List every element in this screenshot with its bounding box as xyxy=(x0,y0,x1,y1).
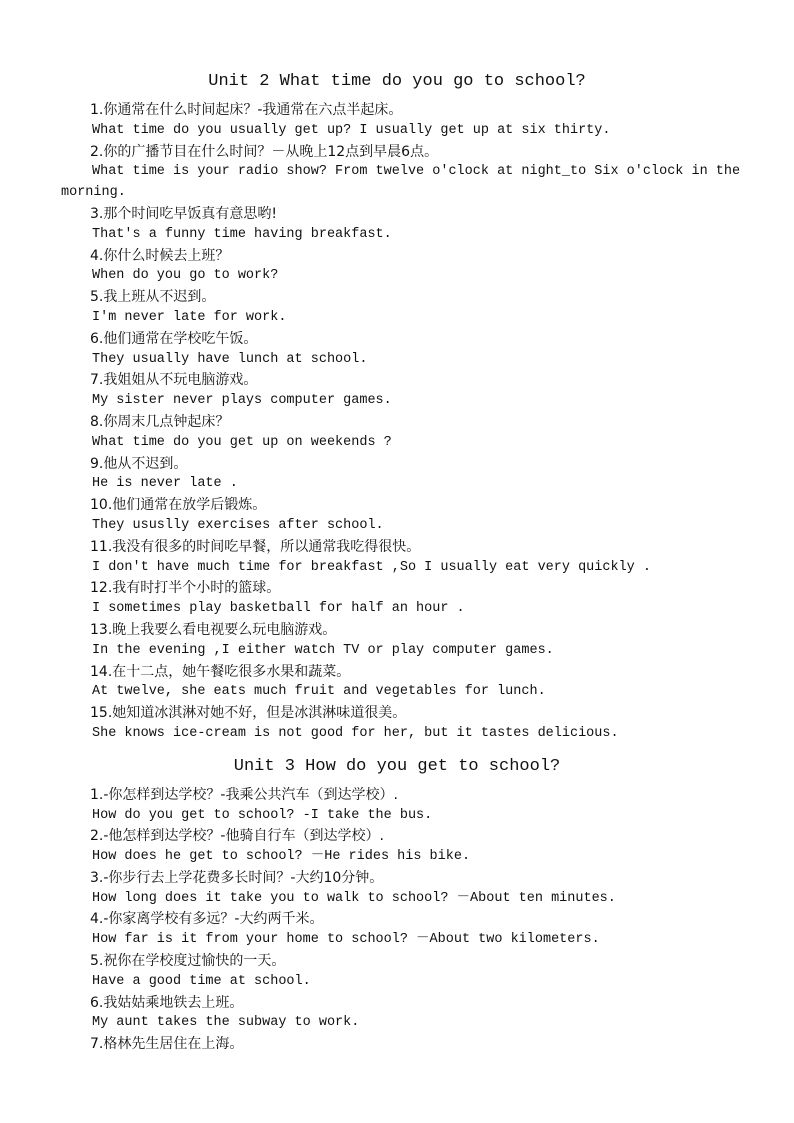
chinese-sentence: 3.-你步行去上学花费多长时间？-大约10分钟。 xyxy=(90,869,384,886)
english-sentence: Have a good time at school. xyxy=(92,973,311,989)
english-sentence: I'm never late for work. xyxy=(92,309,287,325)
chinese-sentence: 10.他们通常在放学后锻炼。 xyxy=(90,497,267,514)
unit-3-sentence-list xyxy=(0,785,794,1055)
english-sentence: At twelve, she eats much fruit and vegetables for lunch. xyxy=(92,684,546,700)
chinese-sentence: 8.你周末几点钟起床？ xyxy=(90,413,230,430)
english-sentence: My aunt takes the subway to work. xyxy=(92,1015,360,1031)
english-sentence: They usually have lunch at school. xyxy=(92,351,368,367)
chinese-sentence: 9.他从不迟到。 xyxy=(90,455,188,472)
chinese-sentence: 2.你的广播节目在什么时间？－从晚上12点到早晨6点。 xyxy=(90,143,439,160)
english-sentence: I don't have much time for breakfast ,So I usually eat very quickly . xyxy=(92,559,651,575)
chinese-sentence: 1.-你怎样到达学校？-我乘公共汽车（到达学校）. xyxy=(90,786,398,803)
chinese-sentence: 5.祝你在学校度过愉快的一天。 xyxy=(90,953,286,970)
chinese-sentence: 7.格林先生居住在上海。 xyxy=(90,1036,244,1053)
english-sentence: When do you go to work? xyxy=(92,268,279,284)
chinese-sentence: 5.我上班从不迟到。 xyxy=(90,289,216,306)
english-sentence: I sometimes play basketball for half an hour . xyxy=(92,601,465,617)
unit-2-title: Unit 2 What time do you go to school? xyxy=(208,72,586,91)
english-sentence: He is never late . xyxy=(92,476,238,492)
chinese-sentence: 11.我没有很多的时间吃早餐，所以通常我吃得很快。 xyxy=(90,538,421,555)
chinese-sentence: 6.他们通常在学校吃午饭。 xyxy=(90,330,258,347)
english-sentence: How long does it take you to walk to school? －About ten minutes. xyxy=(92,890,616,906)
chinese-sentence: 15.她知道冰淇淋对她不好，但是冰淇淋味道很美。 xyxy=(90,705,407,722)
english-sentence: She knows ice-cream is not good for her, but it tastes delicious. xyxy=(92,725,619,741)
english-sentence: How far is it from your home to school? －About two kilometers. xyxy=(92,932,600,948)
english-sentence: How do you get to school? -I take the bus. xyxy=(92,807,433,823)
chinese-sentence: 14.在十二点，她午餐吃很多水果和蔬菜。 xyxy=(90,663,351,680)
chinese-sentence: 4.-你家离学校有多远？-大约两千米。 xyxy=(90,911,324,928)
chinese-sentence: 2.-他怎样到达学校？-他骑自行车（到达学校）. xyxy=(90,828,384,845)
chinese-sentence: 4.你什么时候去上班？ xyxy=(90,247,230,264)
unit-3-title: Unit 3 How do you get to school? xyxy=(233,756,561,776)
chinese-sentence: 12.我有时打半个小时的篮球。 xyxy=(90,580,281,597)
chinese-sentence: 7.我姐姐从不玩电脑游戏。 xyxy=(90,372,258,389)
english-sentence: What time is your radio show? From twelve o'clock at night_to Six o'clock in the xyxy=(92,164,741,180)
english-sentence: In the evening ,I either watch TV or play computer games. xyxy=(92,642,554,658)
english-sentence: My sister never plays computer games. xyxy=(92,393,392,409)
chinese-sentence: 6.我姑姑乘地铁去上班。 xyxy=(90,994,244,1011)
english-sentence: That's a funny time having breakfast. xyxy=(92,226,392,242)
english-sentence-continuation: morning. xyxy=(61,185,126,201)
english-sentence: They ususlly exercises after school. xyxy=(92,517,384,533)
english-sentence: What time do you usually get up? I usually get up at six thirty. xyxy=(92,122,611,138)
chinese-sentence: 13.晚上我要么看电视要么玩电脑游戏。 xyxy=(90,621,337,638)
english-sentence: What time do you get up on weekends ? xyxy=(92,434,392,450)
english-sentence: How does he get to school? －He rides his bike. xyxy=(92,849,471,865)
chinese-sentence: 1.你通常在什么时间起床？-我通常在六点半起床。 xyxy=(90,102,403,118)
unit-2-sentence-list xyxy=(0,100,794,745)
chinese-sentence: 3.那个时间吃早饭真有意思哟! xyxy=(90,205,277,222)
